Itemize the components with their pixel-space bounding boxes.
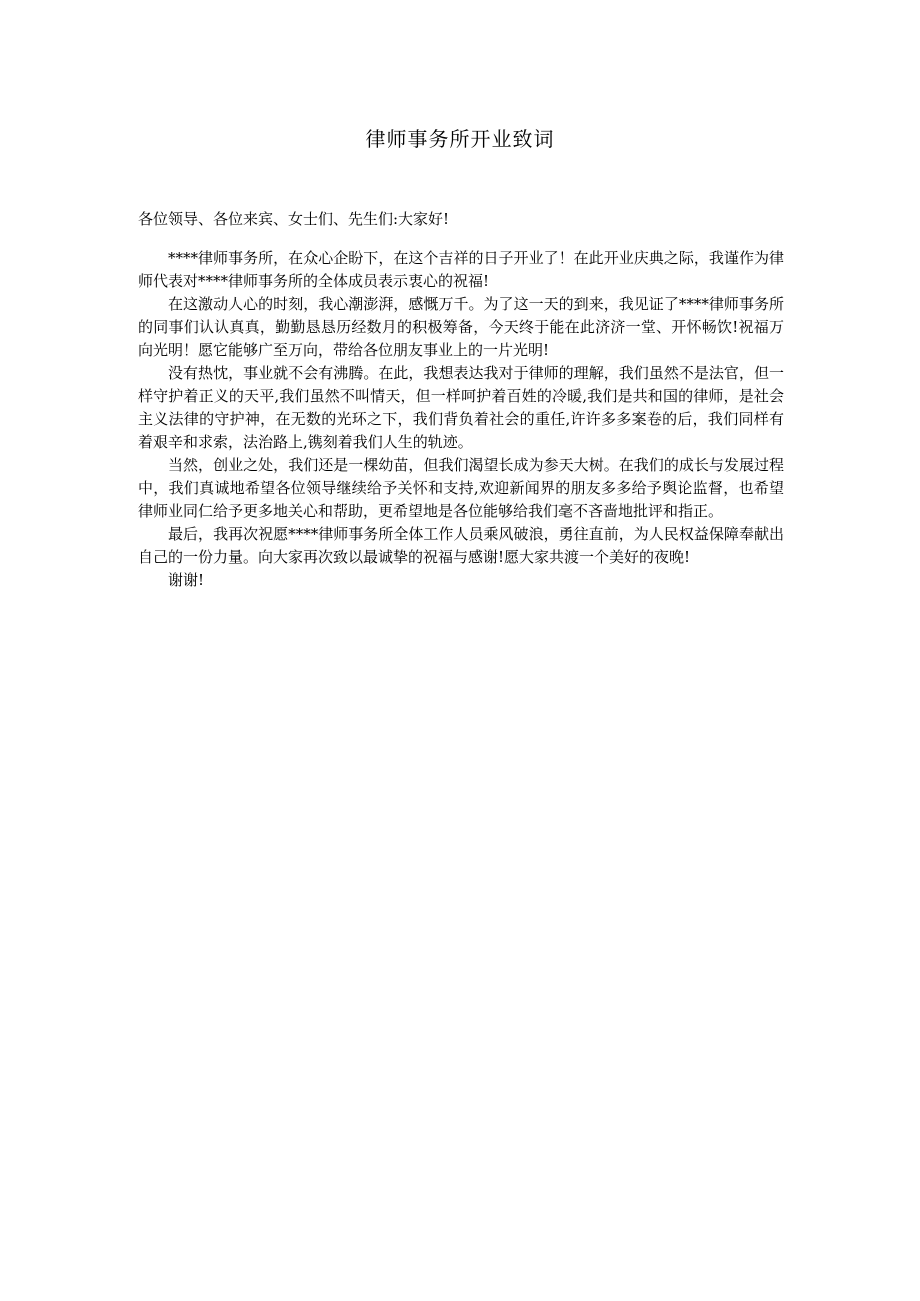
body-paragraph-5: 最后，我再次祝愿****律师事务所全体工作人员乘风破浪，勇往直前，为人民权益保障奉献出自己的一份力量。向大家再次致以最诚挚的祝福与感谢!愿大家共渡一个美好的夜晚! [138, 525, 784, 566]
body-paragraph-4: 当然，创业之处，我们还是一棵幼苗，但我们渴望长成为参天大树。在我们的成长与发展过程中，我们真诚地希望各位领导继续给予关怀和支持,欢迎新闻界的朋友多多给予舆论监督，也希望律师业同仁给予更多地关心和帮助，更希望地是各位能够给我们毫不吝啬地批评和指正。 [138, 456, 784, 520]
greeting-line: 各位领导、各位来宾、女士们、先生们:大家好! [138, 210, 450, 228]
body-paragraph-2: 在这激动人心的时刻，我心潮澎湃，感慨万千。为了这一天的到来，我见证了****律师事务所的同事们认认真真，勤勤恳恳历经数月的积极筹备，今天终于能在此济济一堂、开怀畅饮!祝福万向光明！愿它能够广至万向，带给各位朋友事业上的一片光明! [138, 295, 784, 359]
body-paragraph-1: ****律师事务所，在众心企盼下，在这个吉祥的日子开业了！在此开业庆典之际，我谨作为律师代表对****律师事务所的全体成员表示衷心的祝福! [138, 249, 784, 290]
closing-thanks: 谢谢! [168, 571, 205, 589]
document-body [138, 208, 784, 592]
body-paragraph-3: 没有热忱，事业就不会有沸腾。在此，我想表达我对于律师的理解，我们虽然不是法官，但一样守护着正义的天平,我们虽然不叫情天，但一样呵护着百姓的冷暖,我们是共和国的律师，是社会主义法律的守护神，在无数的光环之下，我们背负着社会的重任,许许多多案卷的后，我们同样有着艰辛和求索，法治路上,镌刻着我们人生的轨迹。 [138, 364, 784, 451]
document-title: 律师事务所开业致词 [365, 127, 555, 151]
